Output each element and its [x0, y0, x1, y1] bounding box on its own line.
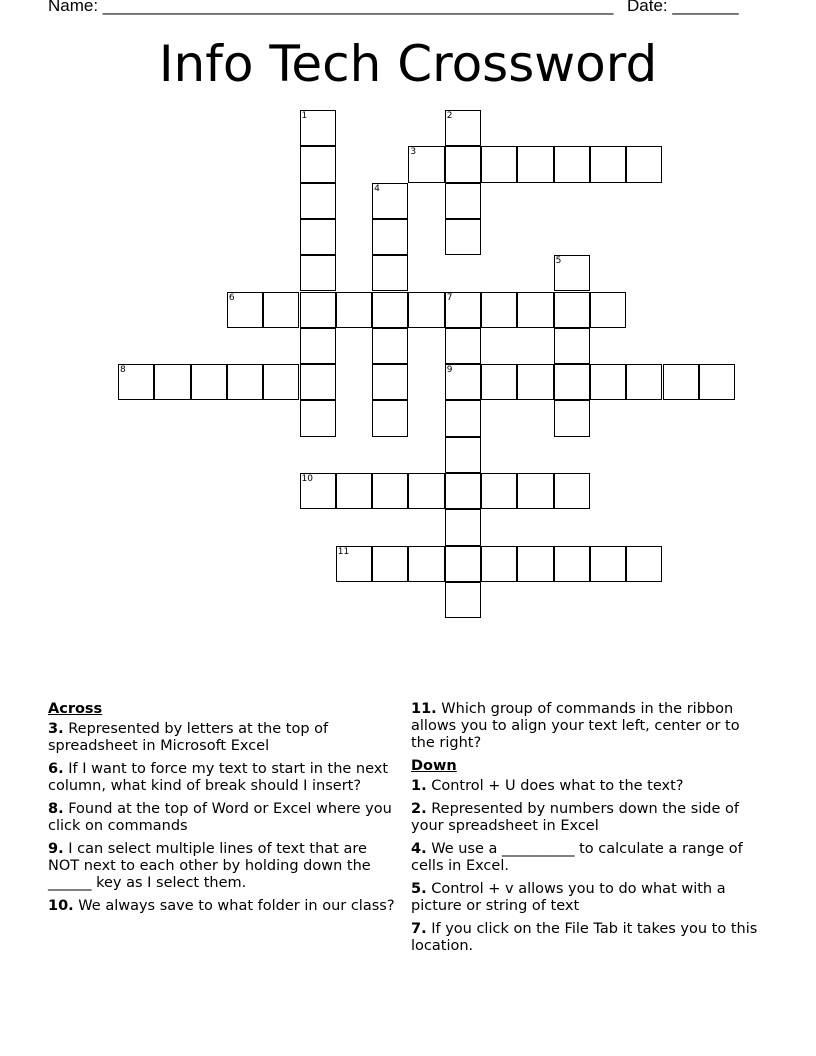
crossword-cell[interactable]	[554, 328, 590, 364]
clue-text: Found at the top of Word or Excel where you click on commands	[48, 801, 392, 834]
crossword-cell[interactable]	[263, 364, 299, 400]
clue-text: Represented by letters at the top of spreadsheet in Microsoft Excel	[48, 721, 329, 754]
crossword-cell[interactable]	[336, 473, 372, 509]
crossword-cell[interactable]	[481, 473, 517, 509]
crossword-cell[interactable]	[554, 400, 590, 436]
down-heading: Down	[411, 758, 457, 774]
crossword-cell[interactable]	[191, 364, 227, 400]
crossword-cell[interactable]	[481, 364, 517, 400]
clue-number: 4.	[411, 841, 427, 857]
crossword-cell[interactable]	[445, 582, 481, 618]
crossword-cell[interactable]	[481, 292, 517, 328]
clue-item	[411, 881, 761, 915]
crossword-cell[interactable]	[372, 400, 408, 436]
crossword-cell[interactable]	[590, 146, 626, 182]
crossword-cell[interactable]	[554, 473, 590, 509]
crossword-cell[interactable]	[517, 546, 553, 582]
crossword-cell[interactable]	[481, 546, 517, 582]
crossword-cell[interactable]	[517, 473, 553, 509]
clues-left-column	[48, 701, 398, 921]
clue-text: If you click on the File Tab it takes you to this location.	[411, 921, 758, 954]
page-title: Info Tech Crossword	[158, 35, 658, 93]
crossword-cell[interactable]	[445, 400, 481, 436]
crossword-cell[interactable]	[300, 292, 336, 328]
crossword-cell[interactable]	[300, 473, 336, 509]
crossword-cell[interactable]	[372, 292, 408, 328]
cell-number: 8	[120, 365, 126, 376]
across-clue-list	[48, 721, 398, 915]
crossword-cell[interactable]	[408, 546, 444, 582]
crossword-cell[interactable]	[372, 255, 408, 291]
crossword-cell[interactable]	[626, 546, 662, 582]
cell-number: 4	[374, 183, 380, 194]
crossword-cell[interactable]	[336, 546, 372, 582]
clue-item	[411, 701, 761, 752]
clue-item	[48, 801, 398, 835]
clue-text: Control + v allows you to do what with a picture or string of text	[411, 881, 726, 914]
crossword-cell[interactable]	[445, 509, 481, 545]
clue-text: I can select multiple lines of text that are NOT next to each other by holding down the ______ key as I select them.	[48, 841, 371, 891]
clue-item	[48, 841, 398, 892]
crossword-cell[interactable]	[590, 364, 626, 400]
crossword-cell[interactable]	[372, 219, 408, 255]
crossword-cell[interactable]	[300, 400, 336, 436]
crossword-cell[interactable]	[154, 364, 190, 400]
cell-number: 10	[301, 474, 313, 484]
across-heading: Across	[48, 701, 103, 717]
crossword-cell[interactable]	[626, 364, 662, 400]
crossword-cell[interactable]	[300, 255, 336, 291]
cell-number: 6	[228, 292, 235, 303]
crossword-cell[interactable]	[372, 473, 408, 509]
crossword-cell[interactable]	[554, 146, 590, 182]
clue-number: 6.	[48, 761, 64, 777]
crossword-cell[interactable]	[263, 292, 299, 328]
cell-number: 11	[337, 546, 350, 557]
crossword-cell[interactable]	[699, 364, 735, 400]
crossword-cell[interactable]	[445, 110, 481, 146]
crossword-cell[interactable]	[590, 292, 626, 328]
crossword-cell[interactable]	[445, 546, 481, 582]
clue-number: 8.	[48, 801, 64, 817]
clues-right-column	[411, 701, 761, 961]
crossword-cell[interactable]	[517, 364, 553, 400]
clue-number: 2.	[411, 801, 427, 817]
crossword-cell[interactable]	[300, 110, 336, 146]
crossword-cell[interactable]	[554, 255, 590, 291]
crossword-cell[interactable]	[445, 437, 481, 473]
cell-number: 9	[446, 365, 453, 376]
clue-text: Control + U does what to the text?	[431, 778, 684, 794]
cell-number: 5	[555, 256, 562, 267]
cell-number: 2	[446, 111, 453, 121]
name-line: Name: ______________________________________________________	[48, 0, 614, 15]
crossword-cell[interactable]	[445, 183, 481, 219]
clue-text: We always save to what folder in our class?	[78, 898, 395, 914]
clue-number: 11.	[411, 701, 437, 717]
crossword-cell[interactable]	[517, 292, 553, 328]
clue-number: 1.	[411, 778, 427, 794]
crossword-cell[interactable]	[408, 473, 444, 509]
crossword-cell[interactable]	[445, 146, 481, 182]
clue-number: 9.	[48, 841, 64, 857]
clue-text: Which group of commands in the ribbon allows you to align your text left, center or to the right?	[411, 701, 740, 751]
crossword-cell[interactable]	[590, 546, 626, 582]
clue-number: 7.	[411, 921, 427, 937]
crossword-cell[interactable]	[118, 364, 154, 400]
clue-item	[411, 801, 761, 835]
clue-number: 10.	[48, 898, 74, 914]
crossword-cell[interactable]	[408, 292, 444, 328]
crossword-cell[interactable]	[372, 183, 408, 219]
clue-item	[48, 721, 398, 755]
crossword-cell[interactable]	[554, 292, 590, 328]
crossword-cell[interactable]	[626, 146, 662, 182]
cell-number: 1	[301, 111, 308, 121]
crossword-cell[interactable]	[300, 364, 336, 400]
date-line: Date: _______	[627, 0, 739, 15]
clue-text: If I want to force my text to start in the next column, what kind of break should I insert?	[48, 761, 389, 794]
cell-number: 3	[410, 147, 417, 158]
crossword-cell[interactable]	[663, 364, 699, 400]
crossword-cell[interactable]	[445, 328, 481, 364]
clue-item	[48, 898, 398, 915]
clue-text: We use a __________ to calculate a range of cells in Excel.	[411, 841, 743, 874]
crossword-cell[interactable]	[300, 183, 336, 219]
clue-number: 5.	[411, 881, 427, 897]
crossword-cell[interactable]	[445, 219, 481, 255]
clue-item	[48, 761, 398, 795]
crossword-cell[interactable]	[300, 146, 336, 182]
crossword-cell[interactable]	[445, 473, 481, 509]
crossword-cell[interactable]	[445, 364, 481, 400]
clue-number: 3.	[48, 721, 64, 737]
crossword-cell[interactable]	[445, 292, 481, 328]
crossword-cell[interactable]	[372, 546, 408, 582]
crossword-cell[interactable]	[554, 364, 590, 400]
crossword-cell[interactable]	[300, 328, 336, 364]
down-clue-list	[411, 778, 761, 955]
clue-text: Represented by numbers down the side of your spreadsheet in Excel	[411, 801, 739, 834]
crossword-cell[interactable]	[300, 219, 336, 255]
across-clue-list-continued	[411, 701, 761, 752]
clue-item	[411, 778, 761, 795]
crossword-cell[interactable]	[336, 292, 372, 328]
crossword-cell[interactable]	[481, 146, 517, 182]
crossword-cell[interactable]	[372, 364, 408, 400]
crossword-cell[interactable]	[227, 364, 263, 400]
crossword-cell[interactable]	[227, 292, 263, 328]
clue-item	[411, 841, 761, 875]
clue-item	[411, 921, 761, 955]
crossword-cell[interactable]	[372, 328, 408, 364]
crossword-cell[interactable]	[408, 146, 444, 182]
cell-number: 7	[446, 292, 453, 303]
crossword-cell[interactable]	[517, 146, 553, 182]
crossword-cell[interactable]	[554, 546, 590, 582]
